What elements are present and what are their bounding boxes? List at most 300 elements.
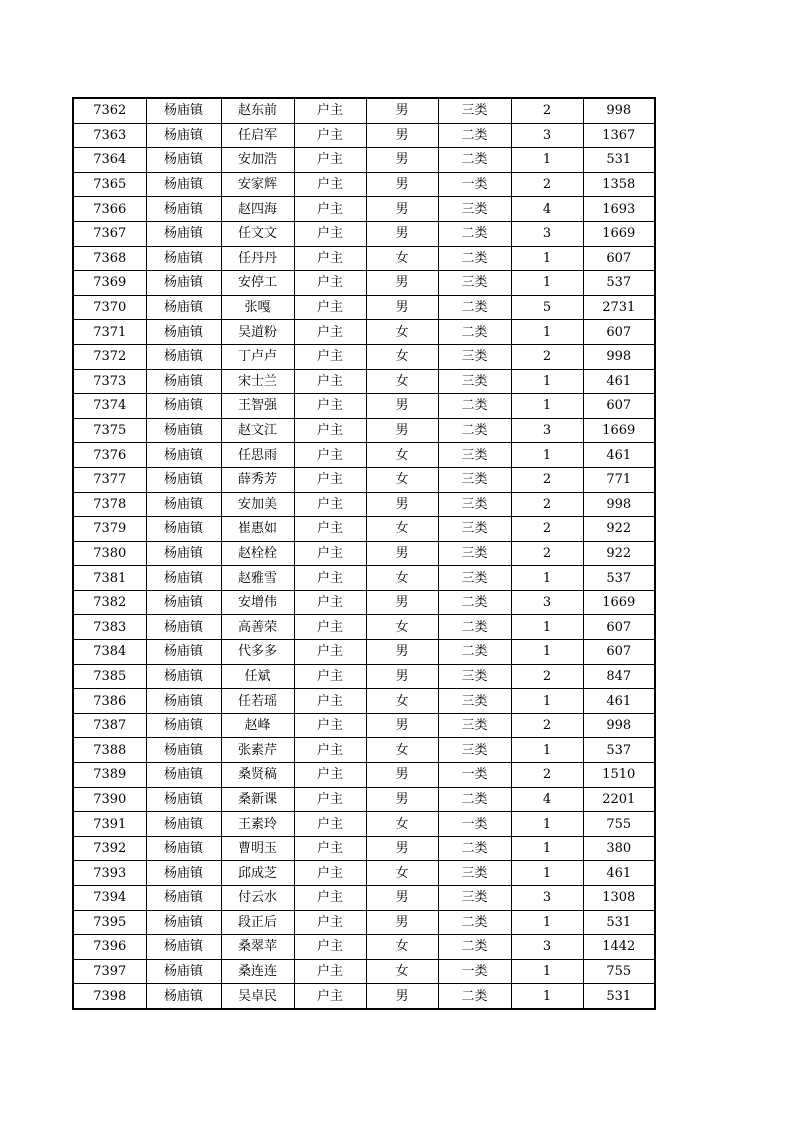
amount-cell: 607 <box>583 615 655 640</box>
table-row <box>73 295 655 320</box>
table-row <box>73 271 655 296</box>
serial-number-cell: 7384 <box>73 640 146 665</box>
household-size-cell: 1 <box>511 984 583 1009</box>
name-cell: 高善荣 <box>221 615 294 640</box>
name-cell: 邱成芝 <box>221 861 294 886</box>
category-cell: 三类 <box>438 738 511 763</box>
name-cell: 桑新课 <box>221 787 294 812</box>
household-size-cell: 1 <box>511 738 583 763</box>
serial-number-cell: 7364 <box>73 148 146 173</box>
household-size-cell: 2 <box>511 517 583 542</box>
household-size-cell: 2 <box>511 713 583 738</box>
household-size-cell: 5 <box>511 295 583 320</box>
amount-cell: 380 <box>583 836 655 861</box>
town-cell: 杨庙镇 <box>146 689 221 714</box>
serial-number-cell: 7374 <box>73 394 146 419</box>
gender-cell: 男 <box>366 787 438 812</box>
gender-cell: 男 <box>366 418 438 443</box>
relation-cell: 户主 <box>294 98 366 123</box>
name-cell: 王智强 <box>221 394 294 419</box>
name-cell: 桑贤稿 <box>221 763 294 788</box>
table-row <box>73 886 655 911</box>
relation-cell: 户主 <box>294 959 366 984</box>
serial-number-cell: 7378 <box>73 492 146 517</box>
amount-cell: 607 <box>583 394 655 419</box>
table-row <box>73 197 655 222</box>
gender-cell: 女 <box>366 344 438 369</box>
town-cell: 杨庙镇 <box>146 394 221 419</box>
household-size-cell: 4 <box>511 787 583 812</box>
category-cell: 二类 <box>438 394 511 419</box>
serial-number-cell: 7397 <box>73 959 146 984</box>
table-row <box>73 517 655 542</box>
relation-cell: 户主 <box>294 787 366 812</box>
relation-cell: 户主 <box>294 886 366 911</box>
gender-cell: 男 <box>366 271 438 296</box>
name-cell: 安加美 <box>221 492 294 517</box>
name-cell: 桑翠苹 <box>221 935 294 960</box>
gender-cell: 女 <box>366 812 438 837</box>
name-cell: 任文文 <box>221 221 294 246</box>
relation-cell: 户主 <box>294 861 366 886</box>
category-cell: 三类 <box>438 713 511 738</box>
gender-cell: 男 <box>366 492 438 517</box>
name-cell: 安停工 <box>221 271 294 296</box>
amount-cell: 1669 <box>583 590 655 615</box>
category-cell: 二类 <box>438 221 511 246</box>
amount-cell: 537 <box>583 566 655 591</box>
amount-cell: 998 <box>583 344 655 369</box>
category-cell: 三类 <box>438 443 511 468</box>
name-cell: 代多多 <box>221 640 294 665</box>
name-cell: 段正后 <box>221 910 294 935</box>
table-row <box>73 664 655 689</box>
town-cell: 杨庙镇 <box>146 959 221 984</box>
name-cell: 赵雅雪 <box>221 566 294 591</box>
category-cell: 三类 <box>438 664 511 689</box>
serial-number-cell: 7390 <box>73 787 146 812</box>
town-cell: 杨庙镇 <box>146 787 221 812</box>
town-cell: 杨庙镇 <box>146 344 221 369</box>
category-cell: 三类 <box>438 344 511 369</box>
amount-cell: 531 <box>583 984 655 1009</box>
table-row <box>73 812 655 837</box>
category-cell: 一类 <box>438 812 511 837</box>
serial-number-cell: 7365 <box>73 172 146 197</box>
amount-cell: 461 <box>583 689 655 714</box>
serial-number-cell: 7363 <box>73 123 146 148</box>
household-size-cell: 4 <box>511 197 583 222</box>
household-size-cell: 1 <box>511 910 583 935</box>
household-size-cell: 1 <box>511 861 583 886</box>
amount-cell: 461 <box>583 443 655 468</box>
name-cell: 赵文江 <box>221 418 294 443</box>
amount-cell: 847 <box>583 664 655 689</box>
gender-cell: 男 <box>366 836 438 861</box>
gender-cell: 男 <box>366 541 438 566</box>
relation-cell: 户主 <box>294 295 366 320</box>
table-row <box>73 787 655 812</box>
table-row <box>73 910 655 935</box>
town-cell: 杨庙镇 <box>146 886 221 911</box>
town-cell: 杨庙镇 <box>146 221 221 246</box>
category-cell: 一类 <box>438 172 511 197</box>
relation-cell: 户主 <box>294 369 366 394</box>
town-cell: 杨庙镇 <box>146 541 221 566</box>
table-row <box>73 738 655 763</box>
category-cell: 二类 <box>438 123 511 148</box>
gender-cell: 女 <box>366 369 438 394</box>
gender-cell: 男 <box>366 295 438 320</box>
relation-cell: 户主 <box>294 418 366 443</box>
table-row <box>73 148 655 173</box>
town-cell: 杨庙镇 <box>146 640 221 665</box>
relation-cell: 户主 <box>294 197 366 222</box>
serial-number-cell: 7391 <box>73 812 146 837</box>
gender-cell: 女 <box>366 861 438 886</box>
town-cell: 杨庙镇 <box>146 910 221 935</box>
serial-number-cell: 7386 <box>73 689 146 714</box>
category-cell: 二类 <box>438 148 511 173</box>
gender-cell: 男 <box>366 713 438 738</box>
category-cell: 二类 <box>438 590 511 615</box>
serial-number-cell: 7373 <box>73 369 146 394</box>
gender-cell: 男 <box>366 148 438 173</box>
gender-cell: 女 <box>366 566 438 591</box>
relation-cell: 户主 <box>294 541 366 566</box>
table-row <box>73 369 655 394</box>
amount-cell: 1693 <box>583 197 655 222</box>
gender-cell: 男 <box>366 763 438 788</box>
category-cell: 三类 <box>438 197 511 222</box>
name-cell: 任若瑶 <box>221 689 294 714</box>
household-size-cell: 1 <box>511 640 583 665</box>
table-row <box>73 246 655 271</box>
gender-cell: 女 <box>366 935 438 960</box>
name-cell: 赵东前 <box>221 98 294 123</box>
table-row <box>73 443 655 468</box>
category-cell: 二类 <box>438 418 511 443</box>
gender-cell: 男 <box>366 221 438 246</box>
serial-number-cell: 7362 <box>73 98 146 123</box>
household-size-cell: 1 <box>511 148 583 173</box>
relation-cell: 户主 <box>294 664 366 689</box>
amount-cell: 998 <box>583 492 655 517</box>
relation-cell: 户主 <box>294 148 366 173</box>
household-size-cell: 2 <box>511 763 583 788</box>
relation-cell: 户主 <box>294 910 366 935</box>
town-cell: 杨庙镇 <box>146 320 221 345</box>
gender-cell: 男 <box>366 172 438 197</box>
name-cell: 曹明玉 <box>221 836 294 861</box>
gender-cell: 女 <box>366 517 438 542</box>
town-cell: 杨庙镇 <box>146 369 221 394</box>
amount-cell: 531 <box>583 148 655 173</box>
category-cell: 二类 <box>438 320 511 345</box>
gender-cell: 男 <box>366 984 438 1009</box>
relation-cell: 户主 <box>294 172 366 197</box>
town-cell: 杨庙镇 <box>146 664 221 689</box>
relation-cell: 户主 <box>294 763 366 788</box>
table-row <box>73 221 655 246</box>
category-cell: 二类 <box>438 984 511 1009</box>
household-size-cell: 1 <box>511 246 583 271</box>
serial-number-cell: 7367 <box>73 221 146 246</box>
town-cell: 杨庙镇 <box>146 295 221 320</box>
category-cell: 三类 <box>438 98 511 123</box>
relation-cell: 户主 <box>294 246 366 271</box>
category-cell: 二类 <box>438 615 511 640</box>
category-cell: 三类 <box>438 492 511 517</box>
gender-cell: 女 <box>366 246 438 271</box>
relation-cell: 户主 <box>294 344 366 369</box>
table-row <box>73 172 655 197</box>
serial-number-cell: 7392 <box>73 836 146 861</box>
relation-cell: 户主 <box>294 615 366 640</box>
amount-cell: 461 <box>583 369 655 394</box>
relation-cell: 户主 <box>294 271 366 296</box>
household-size-cell: 1 <box>511 566 583 591</box>
gender-cell: 男 <box>366 197 438 222</box>
town-cell: 杨庙镇 <box>146 418 221 443</box>
name-cell: 任丹丹 <box>221 246 294 271</box>
serial-number-cell: 7375 <box>73 418 146 443</box>
amount-cell: 2201 <box>583 787 655 812</box>
table-row <box>73 394 655 419</box>
category-cell: 二类 <box>438 935 511 960</box>
serial-number-cell: 7382 <box>73 590 146 615</box>
town-cell: 杨庙镇 <box>146 98 221 123</box>
category-cell: 二类 <box>438 640 511 665</box>
relation-cell: 户主 <box>294 467 366 492</box>
household-size-cell: 1 <box>511 443 583 468</box>
name-cell: 赵栓栓 <box>221 541 294 566</box>
serial-number-cell: 7395 <box>73 910 146 935</box>
table-row <box>73 590 655 615</box>
category-cell: 三类 <box>438 861 511 886</box>
amount-cell: 755 <box>583 812 655 837</box>
name-cell: 任思雨 <box>221 443 294 468</box>
name-cell: 安家辉 <box>221 172 294 197</box>
household-size-cell: 1 <box>511 689 583 714</box>
relation-cell: 户主 <box>294 984 366 1009</box>
category-cell: 三类 <box>438 369 511 394</box>
table-row <box>73 984 655 1009</box>
table-row <box>73 935 655 960</box>
serial-number-cell: 7394 <box>73 886 146 911</box>
household-size-cell: 1 <box>511 369 583 394</box>
gender-cell: 男 <box>366 886 438 911</box>
relation-cell: 户主 <box>294 713 366 738</box>
serial-number-cell: 7389 <box>73 763 146 788</box>
amount-cell: 771 <box>583 467 655 492</box>
gender-cell: 男 <box>366 910 438 935</box>
serial-number-cell: 7396 <box>73 935 146 960</box>
name-cell: 任启军 <box>221 123 294 148</box>
name-cell: 赵四海 <box>221 197 294 222</box>
relation-cell: 户主 <box>294 738 366 763</box>
table-row <box>73 566 655 591</box>
gender-cell: 女 <box>366 615 438 640</box>
gender-cell: 女 <box>366 467 438 492</box>
table-row <box>73 98 655 123</box>
household-size-cell: 1 <box>511 271 583 296</box>
amount-cell: 755 <box>583 959 655 984</box>
relation-cell: 户主 <box>294 836 366 861</box>
amount-cell: 1358 <box>583 172 655 197</box>
relation-cell: 户主 <box>294 640 366 665</box>
town-cell: 杨庙镇 <box>146 738 221 763</box>
roster-table-body <box>73 98 655 1009</box>
serial-number-cell: 7372 <box>73 344 146 369</box>
relation-cell: 户主 <box>294 394 366 419</box>
name-cell: 王素玲 <box>221 812 294 837</box>
town-cell: 杨庙镇 <box>146 566 221 591</box>
category-cell: 三类 <box>438 271 511 296</box>
gender-cell: 男 <box>366 123 438 148</box>
gender-cell: 女 <box>366 320 438 345</box>
serial-number-cell: 7380 <box>73 541 146 566</box>
town-cell: 杨庙镇 <box>146 443 221 468</box>
category-cell: 二类 <box>438 836 511 861</box>
amount-cell: 1308 <box>583 886 655 911</box>
household-size-cell: 2 <box>511 172 583 197</box>
roster-table <box>72 97 656 1010</box>
gender-cell: 男 <box>366 640 438 665</box>
amount-cell: 2731 <box>583 295 655 320</box>
table-row <box>73 713 655 738</box>
table-row <box>73 689 655 714</box>
gender-cell: 女 <box>366 959 438 984</box>
town-cell: 杨庙镇 <box>146 836 221 861</box>
category-cell: 二类 <box>438 246 511 271</box>
table-row <box>73 123 655 148</box>
town-cell: 杨庙镇 <box>146 492 221 517</box>
relation-cell: 户主 <box>294 123 366 148</box>
table-row <box>73 836 655 861</box>
name-cell: 安加浩 <box>221 148 294 173</box>
serial-number-cell: 7393 <box>73 861 146 886</box>
town-cell: 杨庙镇 <box>146 861 221 886</box>
household-size-cell: 1 <box>511 959 583 984</box>
amount-cell: 1669 <box>583 221 655 246</box>
town-cell: 杨庙镇 <box>146 590 221 615</box>
name-cell: 付云水 <box>221 886 294 911</box>
serial-number-cell: 7385 <box>73 664 146 689</box>
category-cell: 一类 <box>438 959 511 984</box>
town-cell: 杨庙镇 <box>146 812 221 837</box>
serial-number-cell: 7388 <box>73 738 146 763</box>
relation-cell: 户主 <box>294 566 366 591</box>
town-cell: 杨庙镇 <box>146 467 221 492</box>
name-cell: 桑连连 <box>221 959 294 984</box>
serial-number-cell: 7370 <box>73 295 146 320</box>
serial-number-cell: 7376 <box>73 443 146 468</box>
relation-cell: 户主 <box>294 320 366 345</box>
household-size-cell: 2 <box>511 492 583 517</box>
gender-cell: 男 <box>366 394 438 419</box>
town-cell: 杨庙镇 <box>146 984 221 1009</box>
town-cell: 杨庙镇 <box>146 172 221 197</box>
amount-cell: 607 <box>583 246 655 271</box>
gender-cell: 男 <box>366 664 438 689</box>
relation-cell: 户主 <box>294 590 366 615</box>
household-size-cell: 1 <box>511 320 583 345</box>
amount-cell: 922 <box>583 541 655 566</box>
serial-number-cell: 7381 <box>73 566 146 591</box>
relation-cell: 户主 <box>294 221 366 246</box>
household-size-cell: 1 <box>511 836 583 861</box>
category-cell: 二类 <box>438 295 511 320</box>
serial-number-cell: 7383 <box>73 615 146 640</box>
name-cell: 安增伟 <box>221 590 294 615</box>
household-size-cell: 3 <box>511 418 583 443</box>
name-cell: 宋士兰 <box>221 369 294 394</box>
household-size-cell: 3 <box>511 123 583 148</box>
serial-number-cell: 7379 <box>73 517 146 542</box>
town-cell: 杨庙镇 <box>146 763 221 788</box>
town-cell: 杨庙镇 <box>146 148 221 173</box>
amount-cell: 922 <box>583 517 655 542</box>
gender-cell: 男 <box>366 98 438 123</box>
gender-cell: 女 <box>366 738 438 763</box>
relation-cell: 户主 <box>294 517 366 542</box>
town-cell: 杨庙镇 <box>146 517 221 542</box>
household-size-cell: 2 <box>511 467 583 492</box>
name-cell: 赵峰 <box>221 713 294 738</box>
category-cell: 三类 <box>438 467 511 492</box>
category-cell: 三类 <box>438 886 511 911</box>
table-row <box>73 467 655 492</box>
household-size-cell: 2 <box>511 664 583 689</box>
household-size-cell: 2 <box>511 541 583 566</box>
table-row <box>73 959 655 984</box>
amount-cell: 1510 <box>583 763 655 788</box>
household-size-cell: 3 <box>511 886 583 911</box>
amount-cell: 537 <box>583 738 655 763</box>
amount-cell: 998 <box>583 98 655 123</box>
household-size-cell: 3 <box>511 935 583 960</box>
amount-cell: 607 <box>583 320 655 345</box>
amount-cell: 1442 <box>583 935 655 960</box>
table-row <box>73 344 655 369</box>
table-row <box>73 861 655 886</box>
relation-cell: 户主 <box>294 935 366 960</box>
town-cell: 杨庙镇 <box>146 271 221 296</box>
category-cell: 三类 <box>438 566 511 591</box>
name-cell: 任斌 <box>221 664 294 689</box>
amount-cell: 607 <box>583 640 655 665</box>
category-cell: 三类 <box>438 689 511 714</box>
household-size-cell: 2 <box>511 344 583 369</box>
serial-number-cell: 7368 <box>73 246 146 271</box>
name-cell: 崔惠如 <box>221 517 294 542</box>
town-cell: 杨庙镇 <box>146 246 221 271</box>
household-size-cell: 1 <box>511 615 583 640</box>
table-row <box>73 492 655 517</box>
town-cell: 杨庙镇 <box>146 713 221 738</box>
amount-cell: 537 <box>583 271 655 296</box>
gender-cell: 男 <box>366 590 438 615</box>
relation-cell: 户主 <box>294 812 366 837</box>
amount-cell: 531 <box>583 910 655 935</box>
serial-number-cell: 7377 <box>73 467 146 492</box>
amount-cell: 998 <box>583 713 655 738</box>
serial-number-cell: 7387 <box>73 713 146 738</box>
category-cell: 三类 <box>438 541 511 566</box>
amount-cell: 1367 <box>583 123 655 148</box>
household-size-cell: 2 <box>511 98 583 123</box>
